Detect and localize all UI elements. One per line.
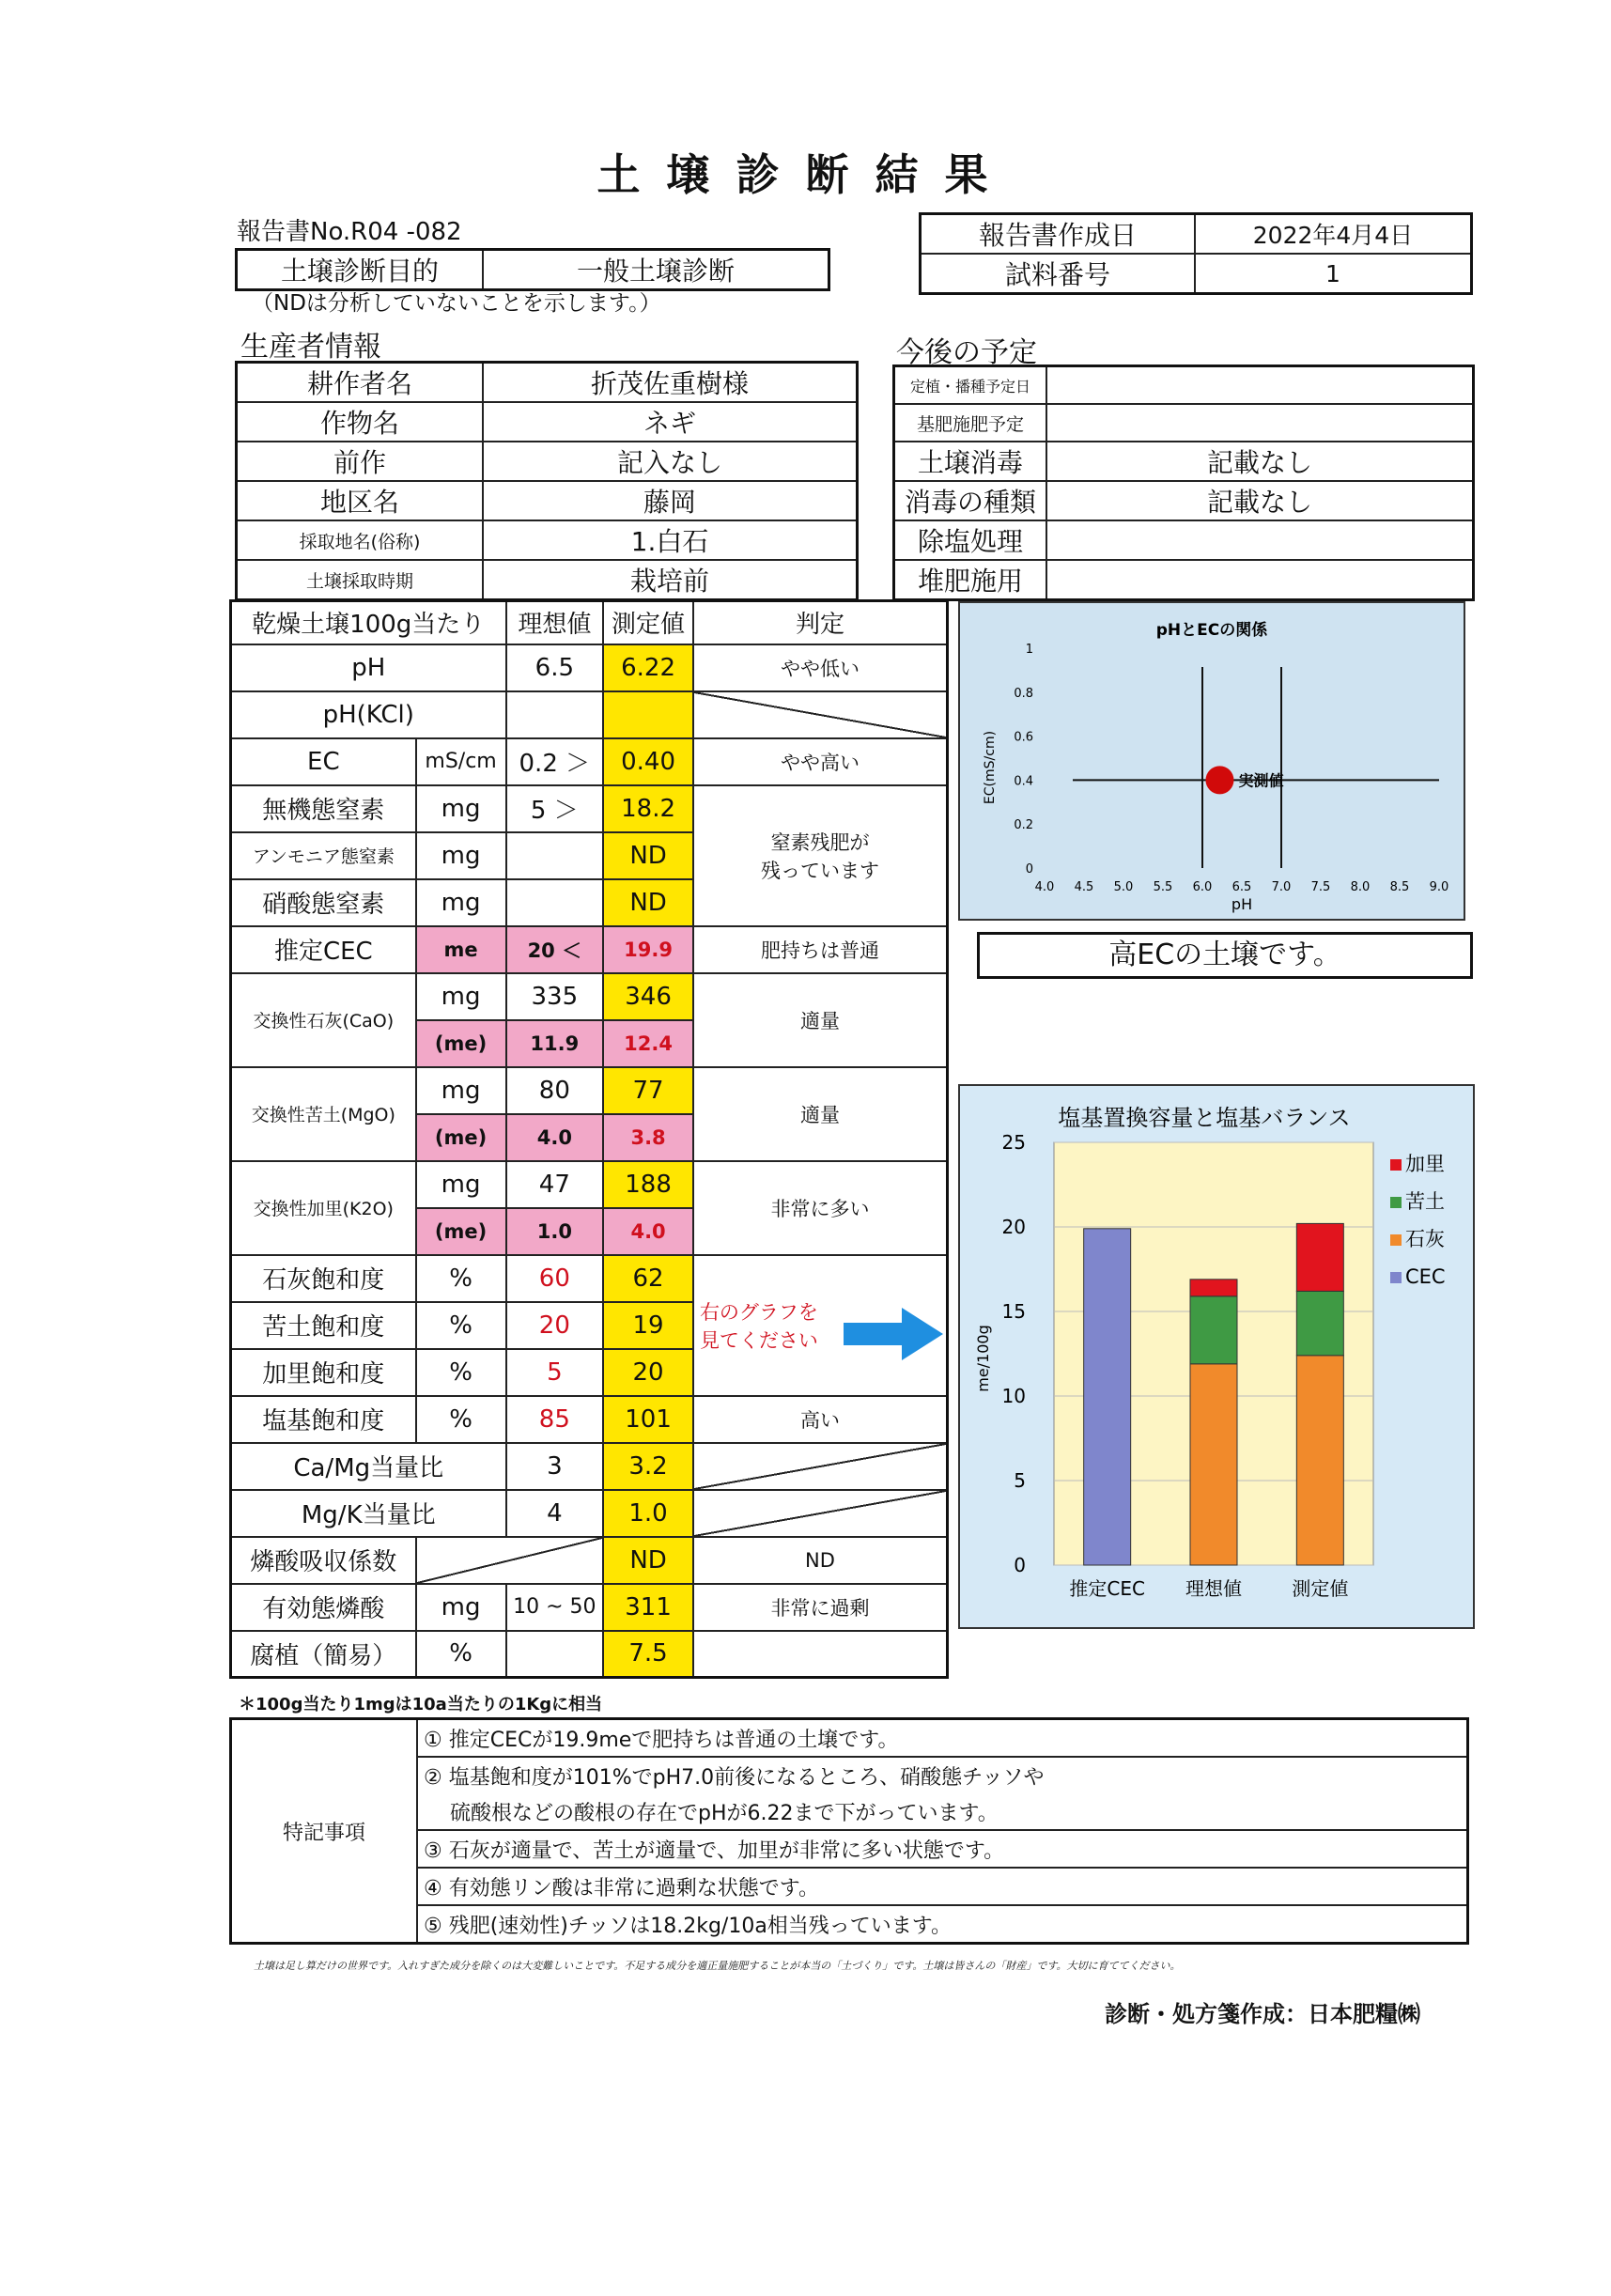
plan-value [1046, 520, 1474, 560]
plan-label: 消毒の種類 [894, 481, 1047, 520]
producer-label: 前作 [237, 442, 484, 481]
producer-label: 耕作者名 [237, 363, 484, 403]
judge-value: 非常に過剰 [693, 1584, 948, 1631]
sample-no-label: 試料番号 [921, 254, 1196, 294]
header-judge: 判定 [693, 601, 948, 644]
unit: % [416, 1396, 506, 1443]
unit: mg [416, 785, 506, 832]
row-name: Mg/K当量比 [231, 1490, 506, 1537]
legend-label: 苦土 [1405, 1190, 1445, 1213]
measured-value: 77 [603, 1067, 693, 1114]
row-name: 交換性苦土(MgO) [231, 1067, 416, 1161]
x-tick-label: 5.5 [1153, 880, 1173, 894]
bar-segment [1296, 1356, 1343, 1565]
judge-value: 窒素残肥が 残っています [693, 785, 948, 926]
y-tick-label: 0.2 [1014, 818, 1033, 833]
producer-value: 栽培前 [483, 560, 858, 600]
y-tick-label: 0 [1014, 1554, 1026, 1576]
plan-label: 土壌消毒 [894, 442, 1047, 481]
x-tick-label: 測定値 [1292, 1577, 1349, 1600]
judge-value: ND [693, 1537, 948, 1584]
row-name: Ca/Mg当量比 [231, 1443, 506, 1490]
ec-message: 高ECの土壌です。 [977, 932, 1473, 979]
base-balance-chart-panel [958, 1084, 1475, 1629]
row-name: pH [231, 644, 506, 691]
y-tick-label: 1 [1025, 643, 1033, 657]
bar-segment [1296, 1223, 1343, 1291]
producer-label: 作物名 [237, 402, 484, 442]
header-measured: 測定値 [603, 601, 693, 644]
bar-segment [1190, 1364, 1237, 1565]
y-tick-label: 25 [1001, 1131, 1026, 1154]
row-name: アンモニア態窒素 [231, 832, 416, 879]
footnote: ＊100g当たり1mgは10a当たりの1Kgに相当 [239, 1695, 603, 1714]
x-tick-label: 7.5 [1310, 880, 1331, 894]
notes-table [229, 1717, 1469, 1945]
row-name: 塩基飽和度 [231, 1396, 416, 1443]
bar-segment [1190, 1280, 1237, 1296]
bar-segment [1190, 1296, 1237, 1364]
note-line: ⑤ 残肥(速効性)チッソは18.2kg/10a相当残っています。 [417, 1905, 1468, 1944]
ideal-value: 3 [506, 1443, 604, 1490]
judge-value: やや低い [693, 644, 948, 691]
legend-swatch [1390, 1272, 1402, 1283]
legend-swatch [1390, 1159, 1402, 1171]
measured-value: 188 [603, 1161, 693, 1208]
nd-note: （NDは分析していないことを示します。） [252, 291, 661, 316]
chart-title: 塩基置換容量と塩基バランス [1058, 1105, 1351, 1131]
legend-label: CEC [1405, 1265, 1446, 1288]
unit: (me) [416, 1020, 506, 1067]
ideal-value: 5 [506, 1349, 604, 1396]
ideal-value: 0.2 ＞ [506, 738, 604, 785]
chart-title: pHとECの関係 [1155, 621, 1268, 640]
measured-value: 19 [603, 1302, 693, 1349]
bar-segment [1296, 1291, 1343, 1355]
bar-segment [1084, 1229, 1131, 1565]
purpose-label: 土壌診断目的 [237, 250, 484, 290]
row-name: 交換性石灰(CaO) [231, 973, 416, 1067]
base-balance-chart [960, 1086, 1473, 1627]
legend-swatch [1390, 1234, 1402, 1246]
ideal-value: 85 [506, 1396, 604, 1443]
measured-value: 4.0 [603, 1208, 693, 1255]
x-tick-label: 6.0 [1192, 880, 1213, 894]
producer-label: 地区名 [237, 481, 484, 520]
ideal-value: 335 [506, 973, 604, 1020]
row-name: 推定CEC [231, 926, 416, 973]
x-tick-label: 4.5 [1074, 880, 1094, 894]
judge-value: 非常に多い [693, 1161, 948, 1255]
ideal-value: 4 [506, 1490, 604, 1537]
x-tick-label: 9.0 [1429, 880, 1449, 894]
judge-value: 肥持ちは普通 [693, 926, 948, 973]
plan-label: 堆肥施用 [894, 560, 1047, 600]
measured-value: 20 [603, 1349, 693, 1396]
y-tick-label: 10 [1001, 1385, 1026, 1407]
row-name: 腐植（簡易） [231, 1631, 416, 1678]
measured-value: 101 [603, 1396, 693, 1443]
ph-ec-chart-panel [958, 601, 1465, 921]
plan-value [1046, 404, 1474, 442]
row-name: 交換性加里(K2O) [231, 1161, 416, 1255]
plan-heading: 今後の予定 [896, 336, 1037, 369]
plan-table [892, 365, 1475, 601]
notes-label: 特記事項 [231, 1719, 418, 1944]
measured-value: 3.8 [603, 1114, 693, 1161]
plan-value: 記載なし [1046, 442, 1474, 481]
unit: (me) [416, 1114, 506, 1161]
note-line: ① 推定CECが19.9meで肥持ちは普通の土壌です。 [417, 1719, 1468, 1758]
producer-value: 記入なし [483, 442, 858, 481]
measured-value: ND [603, 832, 693, 879]
note-line: ② 塩基飽和度が101%でpH7.0前後になるところ、硝酸態チッソや [417, 1757, 1468, 1793]
bottom-note: 土壌は足し算だけの世界です。入れすぎた成分を除くのは大変難しいことです。不足する成分を適正量施肥することが本当の「土づくり」です。土壌は皆さんの「財産」です。大切に育ててください。 [254, 1960, 1181, 1972]
report-info-table [919, 212, 1473, 295]
plan-label: 定植・播種予定日 [894, 366, 1047, 405]
legend-label: 石灰 [1405, 1228, 1445, 1250]
y-tick-label: 0 [1025, 862, 1033, 877]
x-tick-label: 推定CEC [1069, 1577, 1145, 1600]
unit: mg [416, 879, 506, 926]
data-point [1205, 766, 1233, 794]
report-date-label: 報告書作成日 [921, 214, 1196, 255]
measured-value: 62 [603, 1255, 693, 1302]
row-name: 苦土飽和度 [231, 1302, 416, 1349]
producer-value: 1.白石 [483, 520, 858, 560]
y-tick-label: 20 [1001, 1216, 1026, 1238]
x-tick-label: 7.0 [1271, 880, 1292, 894]
y-tick-label: 0.8 [1014, 686, 1033, 701]
unit: mg [416, 1584, 506, 1631]
x-tick-label: 5.0 [1113, 880, 1134, 894]
ideal-value: 1.0 [506, 1208, 604, 1255]
ideal-value: 11.9 [506, 1020, 604, 1067]
measured-value: 346 [603, 973, 693, 1020]
x-tick-label: 8.5 [1389, 880, 1410, 894]
y-tick-label: 5 [1014, 1469, 1026, 1492]
x-tick-label: 4.0 [1034, 880, 1055, 894]
measured-value: 12.4 [603, 1020, 693, 1067]
x-tick-label: 6.5 [1231, 880, 1252, 894]
ideal-value: 4.0 [506, 1114, 604, 1161]
ph-ec-chart [960, 603, 1464, 919]
y-axis-label: me/100g [974, 1325, 992, 1392]
unit: mg [416, 1067, 506, 1114]
producer-value: 折茂佐重樹様 [483, 363, 858, 403]
plan-value [1046, 560, 1474, 600]
plan-label: 基肥施肥予定 [894, 404, 1047, 442]
producer-heading: 生産者情報 [240, 331, 381, 364]
row-name: pH(KCl) [231, 691, 506, 738]
y-tick-label: 15 [1001, 1300, 1026, 1323]
unit: mS/cm [416, 738, 506, 785]
measured-value: 1.0 [603, 1490, 693, 1537]
unit: mg [416, 832, 506, 879]
plan-value [1046, 366, 1474, 405]
page-title: 土壌診断結果 [596, 149, 1015, 200]
header-item: 乾燥土壌100g当たり [231, 601, 506, 644]
arrow-right-icon [844, 1306, 947, 1362]
signature: 診断・処方箋作成：日本肥糧㈱ [1105, 2001, 1420, 2027]
unit: mg [416, 1161, 506, 1208]
ideal-value: 20 ＜ [506, 926, 604, 973]
header-ideal: 理想値 [506, 601, 604, 644]
measured-value: ND [603, 1537, 693, 1584]
plan-value: 記載なし [1046, 481, 1474, 520]
judge-value: 適量 [693, 973, 948, 1067]
unit: % [416, 1631, 506, 1678]
judge-value: やや高い [693, 738, 948, 785]
row-name: 燐酸吸収係数 [231, 1537, 416, 1584]
note-line: ④ 有効態リン酸は非常に過剰な状態です。 [417, 1868, 1468, 1905]
judge-value: 高い [693, 1396, 948, 1443]
plan-label: 除塩処理 [894, 520, 1047, 560]
producer-table [235, 361, 859, 601]
measured-value: 7.5 [603, 1631, 693, 1678]
x-axis-label: pH [1231, 895, 1253, 913]
row-name: 石灰飽和度 [231, 1255, 416, 1302]
unit: (me) [416, 1208, 506, 1255]
producer-label: 土壌採取時期 [237, 560, 484, 600]
measured-value: 3.2 [603, 1443, 693, 1490]
analysis-table [229, 599, 949, 1679]
judge-value: 適量 [693, 1067, 948, 1161]
unit: me [416, 926, 506, 973]
ideal-value: 47 [506, 1161, 604, 1208]
x-tick-label: 8.0 [1350, 880, 1371, 894]
ideal-value: 10 ~ 50 [506, 1584, 604, 1631]
producer-value: ネギ [483, 402, 858, 442]
graph-note: 右のグラフを 見てください [693, 1255, 948, 1396]
report-date: 2022年4月4日 [1195, 214, 1472, 255]
unit: mg [416, 973, 506, 1020]
row-name: 無機態窒素 [231, 785, 416, 832]
row-name: EC [231, 738, 416, 785]
row-name: 有効態燐酸 [231, 1584, 416, 1631]
ideal-value: 60 [506, 1255, 604, 1302]
legend-swatch [1390, 1197, 1402, 1208]
note-line: 硫酸根などの酸根の存在でpHが6.22まで下がっています。 [417, 1793, 1468, 1830]
y-tick-label: 0.6 [1014, 730, 1033, 745]
data-point-label: 実測値 [1238, 771, 1284, 790]
measured-value: 19.9 [603, 926, 693, 973]
producer-value: 藤岡 [483, 481, 858, 520]
ideal-value: 80 [506, 1067, 604, 1114]
purpose-value: 一般土壌診断 [483, 250, 829, 290]
measured-value: 0.40 [603, 738, 693, 785]
ideal-value: 5 ＞ [506, 785, 604, 832]
sample-no: 1 [1195, 254, 1472, 294]
y-tick-label: 0.4 [1014, 774, 1033, 789]
row-name: 加里飽和度 [231, 1349, 416, 1396]
unit: % [416, 1255, 506, 1302]
measured-value: 311 [603, 1584, 693, 1631]
unit: % [416, 1349, 506, 1396]
report-number: 報告書No.R04 -082 [237, 218, 462, 246]
y-axis-label: EC(mS/cm) [983, 730, 998, 805]
measured-value: 18.2 [603, 785, 693, 832]
ideal-value: 20 [506, 1302, 604, 1349]
x-tick-label: 理想値 [1185, 1577, 1242, 1600]
ideal-value: 6.5 [506, 644, 604, 691]
legend-label: 加里 [1405, 1153, 1445, 1175]
note-line: ③ 石灰が適量で、苦土が適量で、加里が非常に多い状態です。 [417, 1830, 1468, 1868]
measured-value: 6.22 [603, 644, 693, 691]
unit: % [416, 1302, 506, 1349]
producer-label: 採取地名(俗称) [237, 520, 484, 560]
row-name: 硝酸態窒素 [231, 879, 416, 926]
measured-value: ND [603, 879, 693, 926]
